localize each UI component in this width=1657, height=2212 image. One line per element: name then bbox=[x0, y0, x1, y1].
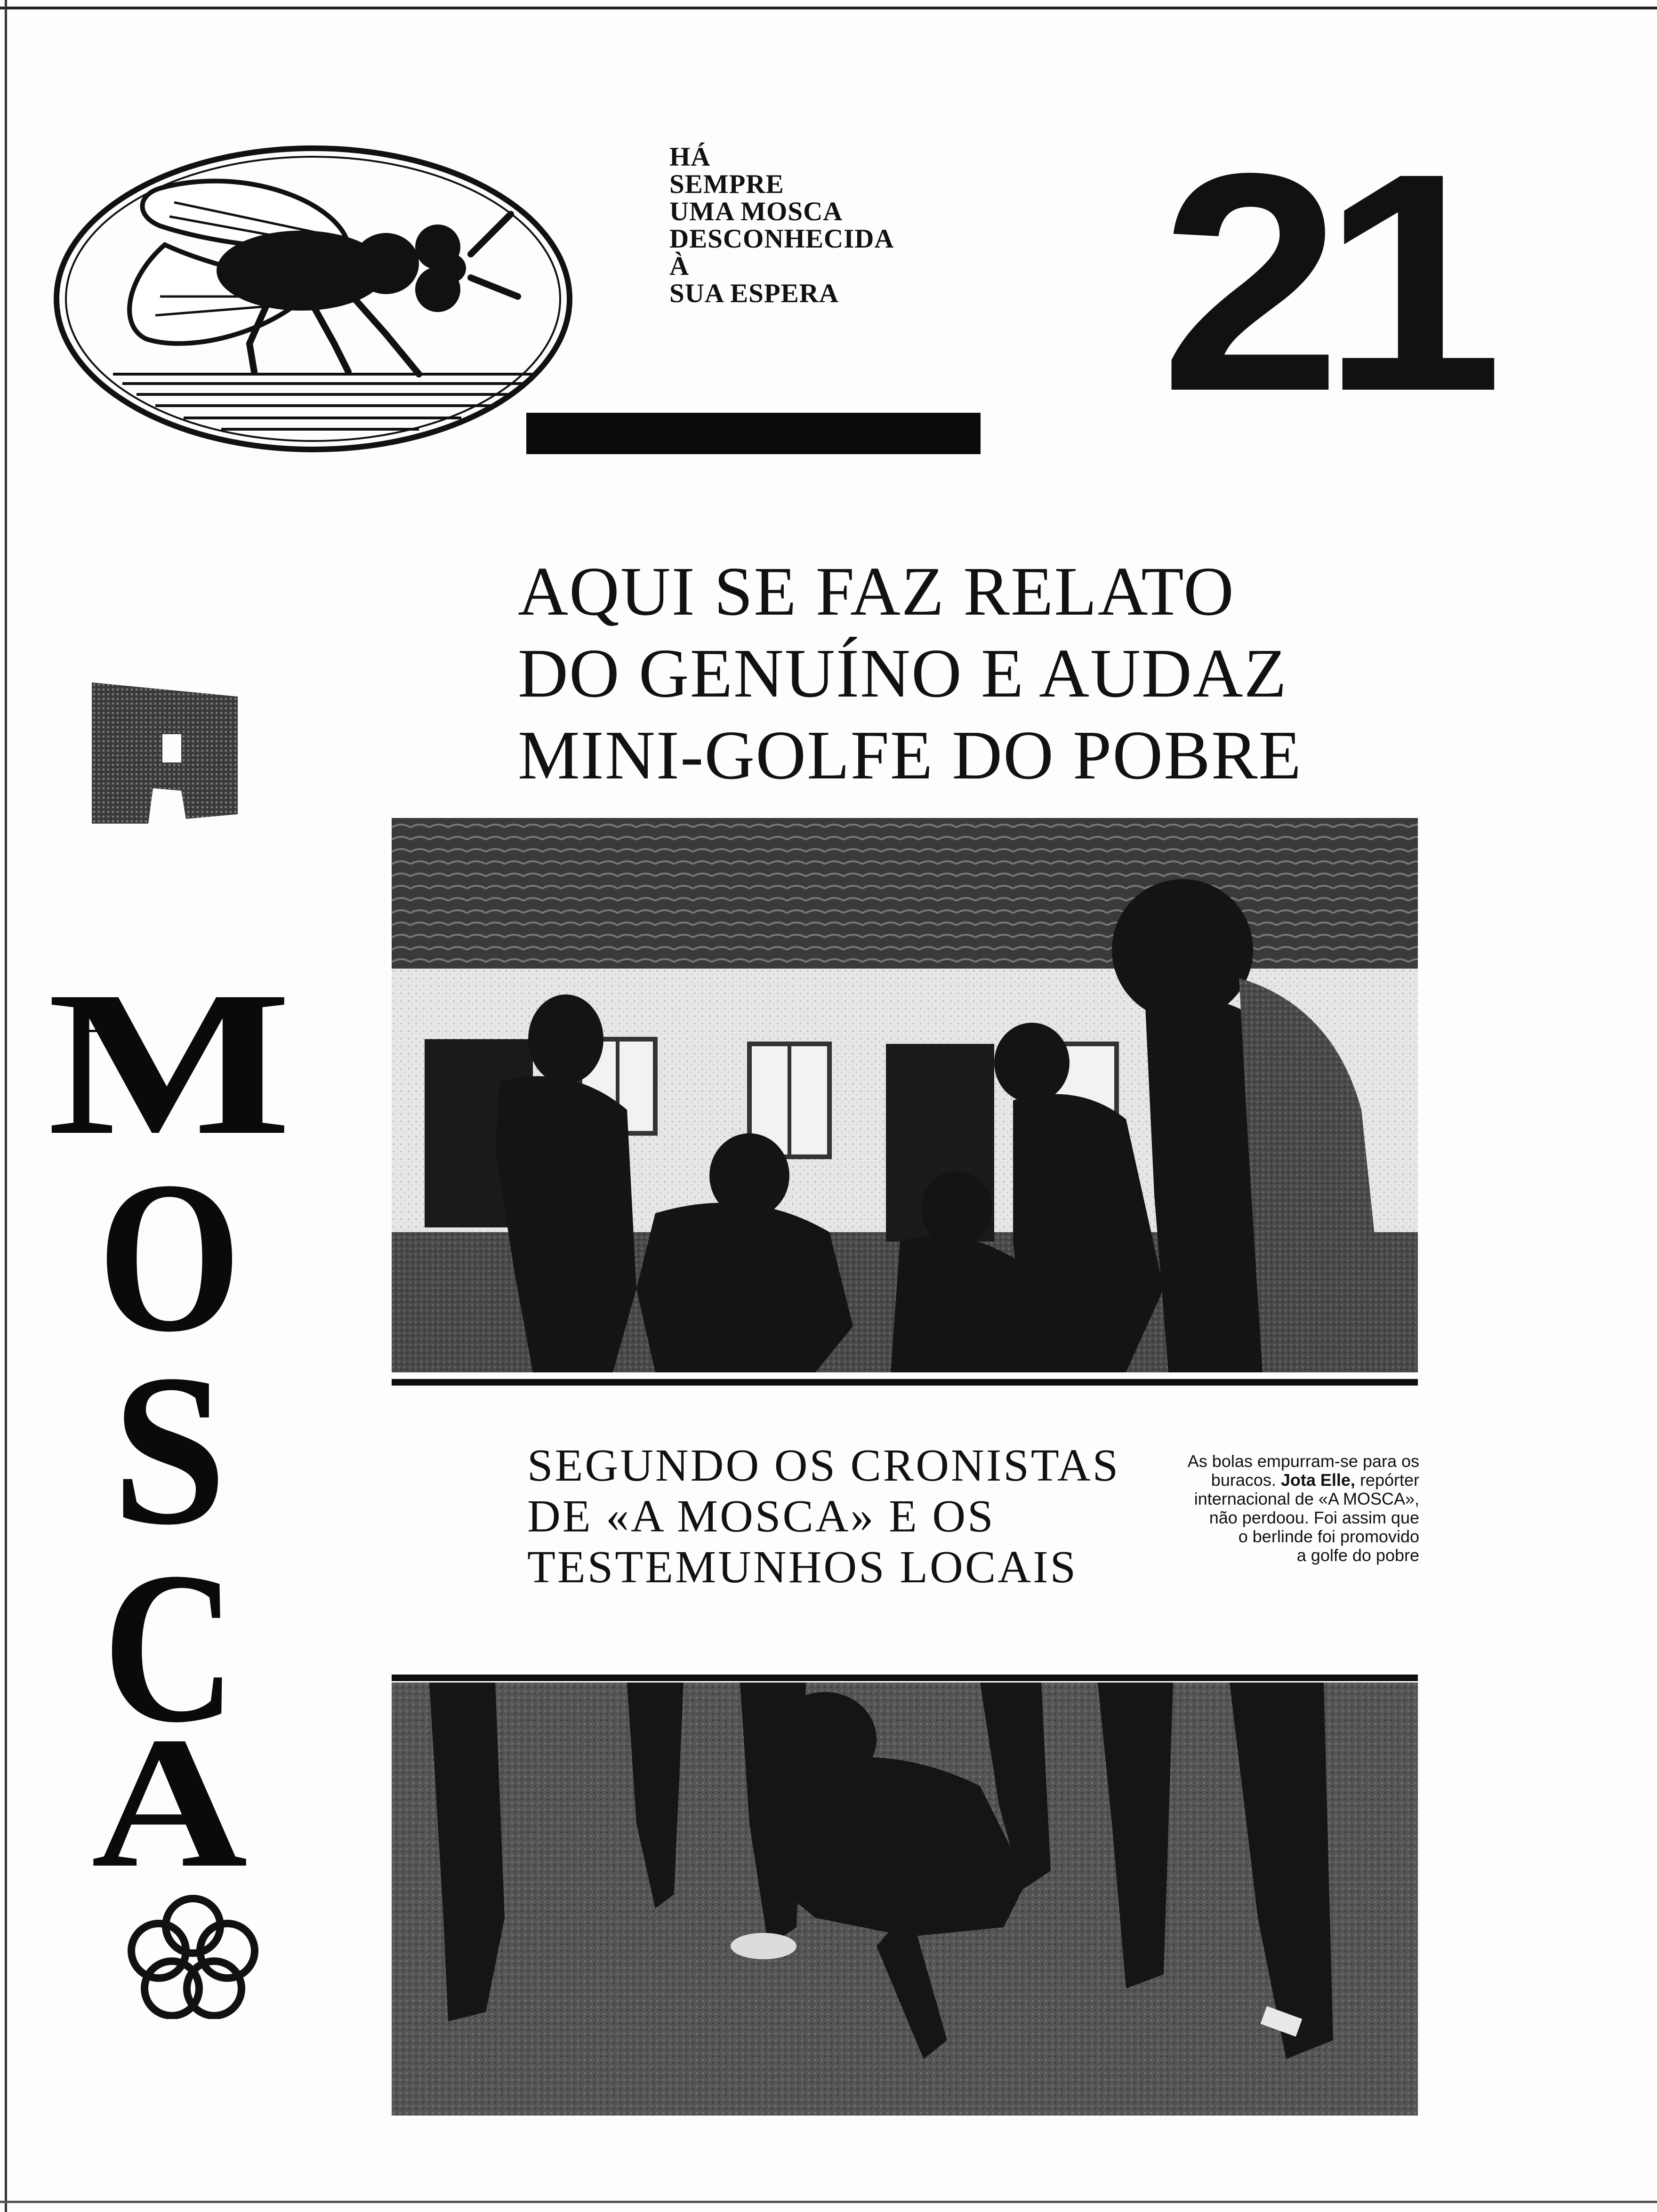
caption-line: a golfe do pobre bbox=[1296, 1546, 1419, 1565]
subhead bbox=[527, 1440, 1120, 1593]
headline bbox=[518, 551, 1318, 796]
flower-rings-icon bbox=[125, 1892, 261, 2019]
issue-number: 21 bbox=[1160, 109, 1484, 456]
photo-divider-rule bbox=[392, 1379, 1418, 1386]
slogan-line: À bbox=[669, 251, 690, 281]
slogan-line: SEMPRE bbox=[669, 169, 784, 199]
photo-caption bbox=[1083, 1452, 1419, 1565]
masthead-letter: O bbox=[97, 1137, 241, 1377]
headline-line: DO GENUÍNO E AUDAZ bbox=[518, 635, 1288, 712]
headline-line: AQUI SE FAZ RELATO bbox=[518, 553, 1235, 630]
headline-line: MINI-GOLFE DO POBRE bbox=[518, 717, 1302, 794]
caption-text: repórter bbox=[1355, 1470, 1419, 1490]
slogan-line: DESCONHECIDA bbox=[669, 224, 894, 254]
slogan-line: UMA MOSCA bbox=[669, 197, 843, 226]
subhead-line: SEGUNDO OS CRONISTAS bbox=[527, 1440, 1120, 1491]
photo-mini-golf-house bbox=[392, 818, 1418, 1372]
fly-logo-icon bbox=[47, 136, 588, 461]
caption-author: Jota Elle, bbox=[1280, 1470, 1355, 1490]
slogan bbox=[669, 144, 1046, 307]
subhead-line: DE «A MOSCA» E OS bbox=[527, 1491, 995, 1542]
subhead-line: TESTEMUNHOS LOCAIS bbox=[527, 1542, 1078, 1593]
page-bottom-border bbox=[0, 2201, 1657, 2203]
slogan-line: SUA ESPERA bbox=[669, 279, 839, 308]
caption-line: As bolas empurram-se para os bbox=[1187, 1451, 1419, 1471]
page-top-border bbox=[0, 7, 1657, 9]
photo-golf-ground-closeup bbox=[392, 1683, 1418, 2116]
caption-line: não perdoou. Foi assim que bbox=[1209, 1508, 1419, 1527]
caption-line: internacional de «A MOSCA», bbox=[1194, 1489, 1419, 1508]
masthead-letter-a-block bbox=[87, 678, 242, 828]
masthead-letter: A bbox=[91, 1698, 248, 1907]
masthead-letter: S bbox=[112, 1330, 227, 1570]
slogan-line: HÁ bbox=[669, 142, 711, 172]
masthead-letter: C bbox=[103, 1527, 236, 1767]
page-left-border bbox=[5, 0, 7, 2212]
caption-text: buracos. bbox=[1211, 1470, 1281, 1490]
caption-line bbox=[1083, 1471, 1419, 1490]
masthead-letter: M bbox=[47, 949, 292, 1178]
caption-line: o berlinde foi promovido bbox=[1238, 1527, 1419, 1546]
photo-divider-rule bbox=[392, 1675, 1418, 1681]
slogan-black-bar bbox=[526, 413, 981, 454]
